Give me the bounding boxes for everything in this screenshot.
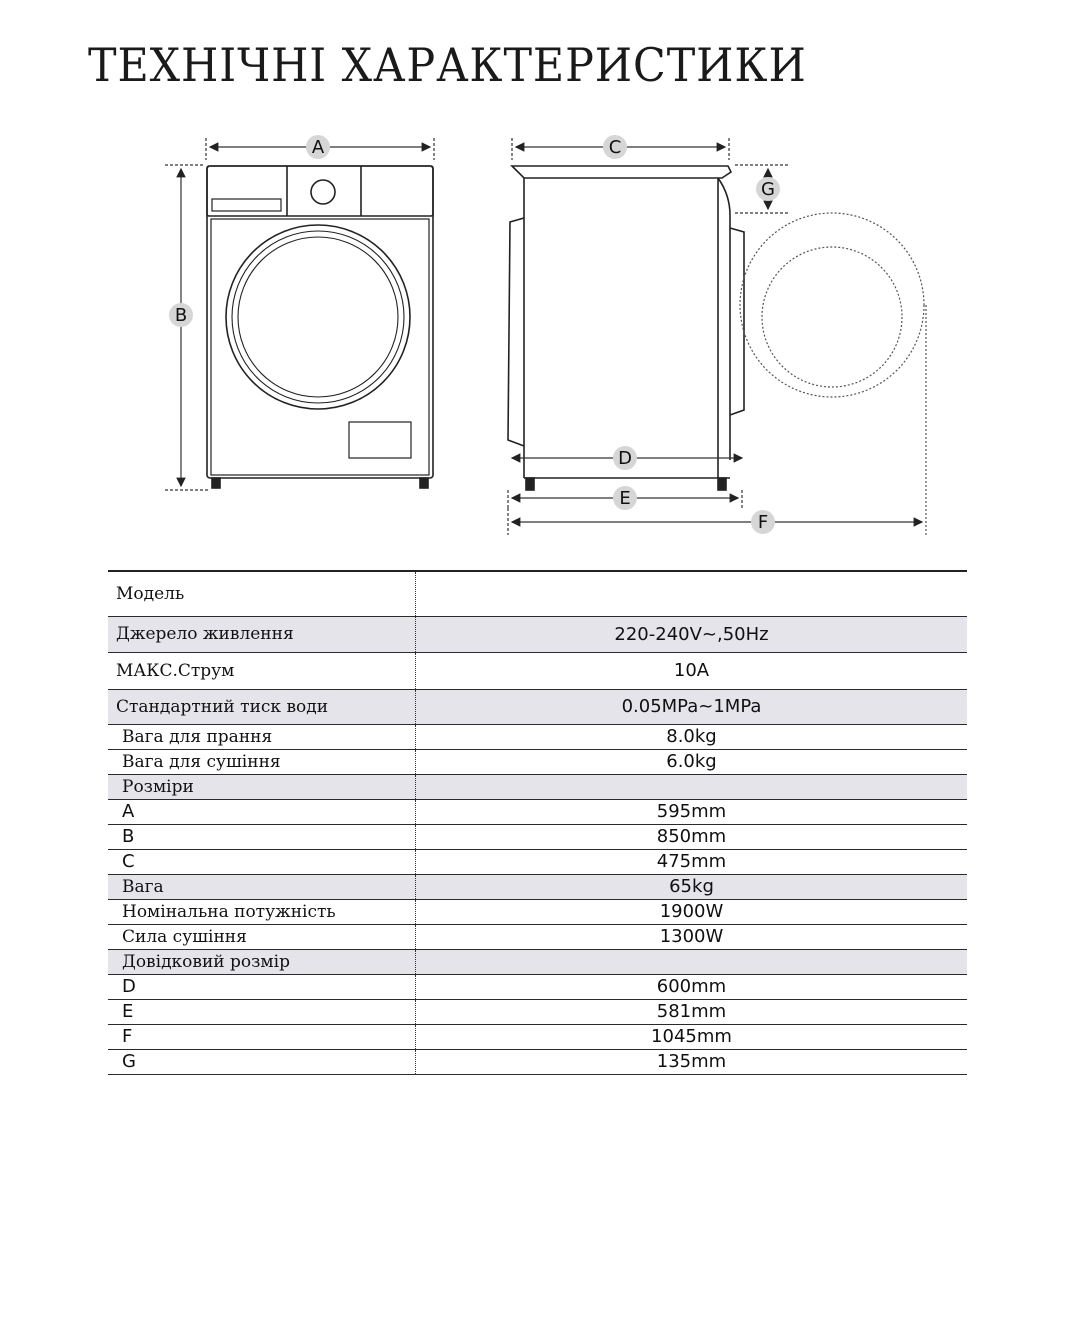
table-row xyxy=(108,824,967,849)
svg-text:E: E xyxy=(619,488,631,509)
table-row xyxy=(108,774,967,799)
spec-value: 581mm xyxy=(416,999,968,1024)
spec-label: Вага для прання xyxy=(108,724,416,749)
svg-text:F: F xyxy=(757,512,769,533)
dim-label-f xyxy=(751,510,775,534)
dim-label-g xyxy=(756,177,780,201)
spec-value: 1045mm xyxy=(416,1024,968,1049)
svg-text:C: C xyxy=(608,137,622,158)
table-row xyxy=(108,949,967,974)
spec-value: 6.0kg xyxy=(416,749,968,774)
dim-label-c xyxy=(603,135,627,159)
spec-label: A xyxy=(108,799,416,824)
spec-label: F xyxy=(108,1024,416,1049)
table-row xyxy=(108,924,967,949)
spec-label: Довідковий розмір xyxy=(108,949,416,974)
spec-value: 8.0kg xyxy=(416,724,968,749)
side-view xyxy=(508,166,744,490)
spec-value: 1900W xyxy=(416,899,968,924)
front-view xyxy=(207,166,433,488)
dim-label-b xyxy=(169,303,193,327)
specs-table xyxy=(108,570,967,1075)
page-title: ТЕХНІЧНІ ХАРАКТЕРИСТИКИ xyxy=(88,38,807,92)
table-row xyxy=(108,652,967,689)
svg-text:B: B xyxy=(174,305,188,326)
spec-label: Вага xyxy=(108,874,416,899)
table-row xyxy=(108,724,967,749)
spec-value: 595mm xyxy=(416,799,968,824)
spec-label: Номінальна потужність xyxy=(108,899,416,924)
spec-label: Розміри xyxy=(108,774,416,799)
dim-label-a xyxy=(306,135,330,159)
table-row xyxy=(108,874,967,899)
spec-value: 135mm xyxy=(416,1049,968,1074)
dimension-diagram xyxy=(0,0,1080,560)
svg-text:D: D xyxy=(618,448,632,469)
spec-value: 850mm xyxy=(416,824,968,849)
spec-value: 0.05MPa~1MPa xyxy=(416,689,968,724)
spec-label: E xyxy=(108,999,416,1024)
table-row xyxy=(108,999,967,1024)
spec-label: C xyxy=(108,849,416,874)
spec-label: Сила сушіння xyxy=(108,924,416,949)
table-row xyxy=(108,899,967,924)
spec-value: 10A xyxy=(416,652,968,689)
spec-label: D xyxy=(108,974,416,999)
spec-label: G xyxy=(108,1049,416,1074)
spec-value xyxy=(416,571,968,616)
spec-value xyxy=(416,774,968,799)
spec-value: 65kg xyxy=(416,874,968,899)
table-row xyxy=(108,1049,967,1074)
svg-text:G: G xyxy=(761,179,775,200)
table-row xyxy=(108,1024,967,1049)
spec-value: 475mm xyxy=(416,849,968,874)
door-swing xyxy=(740,213,926,535)
table-row xyxy=(108,571,967,616)
table-row xyxy=(108,849,967,874)
spec-label: Вага для сушіння xyxy=(108,749,416,774)
spec-label: B xyxy=(108,824,416,849)
spec-value: 1300W xyxy=(416,924,968,949)
spec-label: Стандартний тиск води xyxy=(108,689,416,724)
table-row xyxy=(108,616,967,652)
spec-value: 220-240V~,50Hz xyxy=(416,616,968,652)
table-row xyxy=(108,689,967,724)
spec-value: 600mm xyxy=(416,974,968,999)
table-row xyxy=(108,799,967,824)
spec-label: Джерело живлення xyxy=(108,616,416,652)
dim-label-d xyxy=(613,446,637,470)
spec-value xyxy=(416,949,968,974)
svg-text:A: A xyxy=(311,137,325,158)
table-row xyxy=(108,749,967,774)
spec-label: Модель xyxy=(108,571,416,616)
dim-label-e xyxy=(613,486,637,510)
spec-label: МАКС.Струм xyxy=(108,652,416,689)
table-row xyxy=(108,974,967,999)
